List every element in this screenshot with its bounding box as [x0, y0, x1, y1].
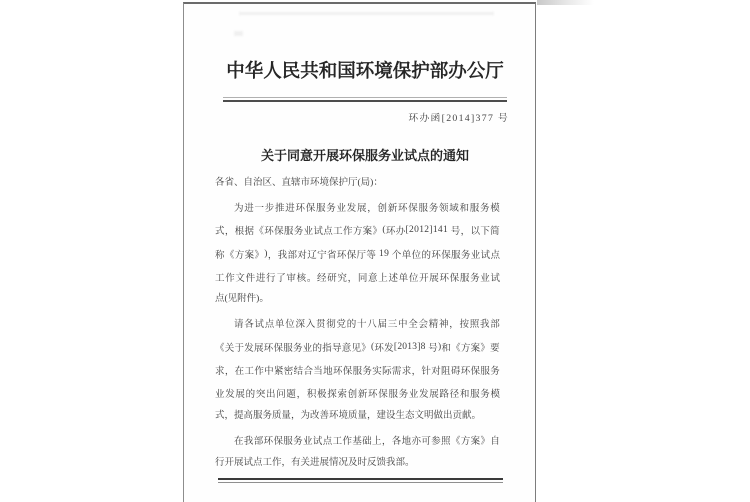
notice-title: 关于同意开展环保服务业试点的通知 [260, 148, 469, 163]
scanned-document-page [183, 2, 536, 502]
letterhead-rule [223, 97, 507, 102]
body-line: 在 我 部 环 保 服 务 业 试 点 工 作 基 础 上 ， 各 地 亦 可 参 照 《 方 案 》 自 [234, 436, 500, 447]
body-line: 求 ， 在 工 作 中 紧 密 结 合 当 地 环 保 服 务 实 际 需 求 ， 针 对 阻 碍 环 保 服 务 [215, 367, 500, 378]
body-line: 工 作 文 件 进 行 了 审 核 。 经 研 究 ， 同 意 上 述 单 位 开 展 环 保 服 务 业 试 [215, 273, 500, 284]
scan-smudge [234, 31, 243, 36]
body-line: 式，提高服务质量，为改善环境质量，建设生态文明做出贡献。 [215, 410, 482, 421]
page-behind-shadow [537, 0, 594, 5]
body-line: 称 《 方 案 》 ) ， 我 部 对 辽 宁 省 环 保 厅 等 1 9 个 单 位 的 环 保 服 务 业 试 点 [215, 248, 500, 261]
document-number: 环办函[2014]377 号 [408, 113, 509, 124]
letterhead-title: 中华人民共和国环境保护部办公厅 [226, 62, 504, 82]
scan-smudge [239, 12, 494, 15]
body-line: 行开展试点工作，有关进展情况及时反馈我部。 [215, 457, 415, 468]
body-line: 《 关 于 发 展 环 保 服 务 业 的 指 导 意 见 》 ( 环 发 [ 2 0 1 3 ] 8 号 ) 和 《 方 案 》 要 [215, 341, 500, 354]
body-line: 式 ， 根 据 《 环 保 服 务 业 试 点 工 作 方 案 》 ( 环 办 [ 2 0 1 2 ] 1 4 1 号 ， 以 下 简 [215, 225, 500, 238]
body-line: 点(见附件)。 [215, 294, 269, 305]
salutation: 各省、自治区、直辖市环境保护厅(局)： [215, 178, 383, 188]
body-line: 业 发 展 的 突 出 问 题 ， 积 极 探 索 创 新 环 保 服 务 业 发 展 路 径 和 服 务 模 [215, 390, 500, 401]
document-body [215, 172, 500, 475]
footer-rule [218, 478, 503, 483]
body-paragraphs [215, 195, 500, 475]
body-line: 请 各 试 点 单 位 深 入 贯 彻 党 的 十 八 届 三 中 全 会 精 神 ， 按 照 我 部 [234, 320, 500, 331]
body-line: 为 进 一 步 推 进 环 保 服 务 业 发 展 ， 创 新 环 保 服 务 领 域 和 服 务 模 [234, 203, 500, 214]
